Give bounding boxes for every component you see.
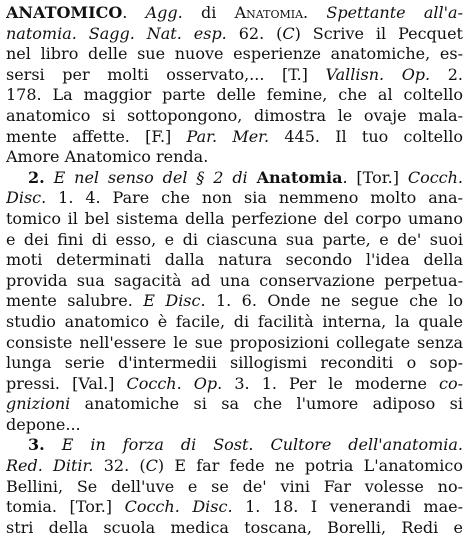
text-line: provida sua sagacità ad una conservazione perpetua- (6, 270, 463, 290)
text-line: 178. La maggior parte delle femine, che al coltello (6, 85, 463, 105)
text-line: tomia. [Tor.] Cocch. Disc. 1. 18. I venerandi mae- (6, 497, 463, 517)
text-line: pressi. [Val.] Cocch. Op. 3. 1. Per le moderne co- (6, 373, 463, 393)
text-line: Amore Anatomico renda. (6, 147, 209, 167)
text-line: studio anatomico è facile, di facilità interna, la quale (6, 311, 463, 331)
text-line: Red. Ditir. 32. (C) E far fede ne potria L'anatomico (6, 456, 463, 476)
text-line: stri della scuola medica toscana, Borelli, Redi e (6, 517, 463, 537)
text-line: mente affette. [F.] Par. Mer. 445. Il tuo coltello (6, 126, 463, 146)
text-line: lunga serie d'intermedii sillogismi reconditi o sop- (6, 353, 463, 373)
text-line: nel libro delle sue nuove esperienze anatomiche, es- (6, 44, 463, 64)
sense-heading-3: 3. E in forza di Sost. Cultore dell'anatomia. (28, 435, 463, 455)
text-line: tomico il bel sistema della perfezione del corpo umano (6, 208, 463, 228)
text-line: anatomico si sottopongono, dimostra le ovaje mala- (6, 105, 463, 125)
text-line: ANATOMICO. Agg. di Anatomia. Spettante all'a- (6, 3, 463, 22)
text-line: Disc. 1. 4. Pare che non sia nemmeno molto ana- (6, 188, 463, 208)
text-line: natomia. Sagg. Nat. esp. 62. (C) Scrive il Pecquet (6, 23, 463, 43)
text-line: depone... (6, 414, 81, 434)
text-line: e dei fini di esso, e di ciascuna sua parte, e de' suoi (6, 229, 463, 249)
text-line: mente salubre. E Disc. 1. 6. Onde ne segue che lo (6, 291, 463, 311)
text-line: sersi per molti osservato,... [T.] Vallisn. Op. 2. (6, 64, 463, 84)
text-line: gnizioni anatomiche si sa che l'umore adiposo si (6, 394, 463, 414)
text-line: Bellini, Se dell'uve e se de' vini Far volesse no- (6, 476, 463, 496)
text-line: consiste nell'essere le sue proposizioni collegate senza (6, 332, 463, 352)
sense-heading-2: 2. E nel senso del § 2 di Anatomia. [Tor.] Cocch. (28, 167, 463, 187)
text-line: moti determinati dalla natura secondo l'idea della (6, 250, 463, 270)
